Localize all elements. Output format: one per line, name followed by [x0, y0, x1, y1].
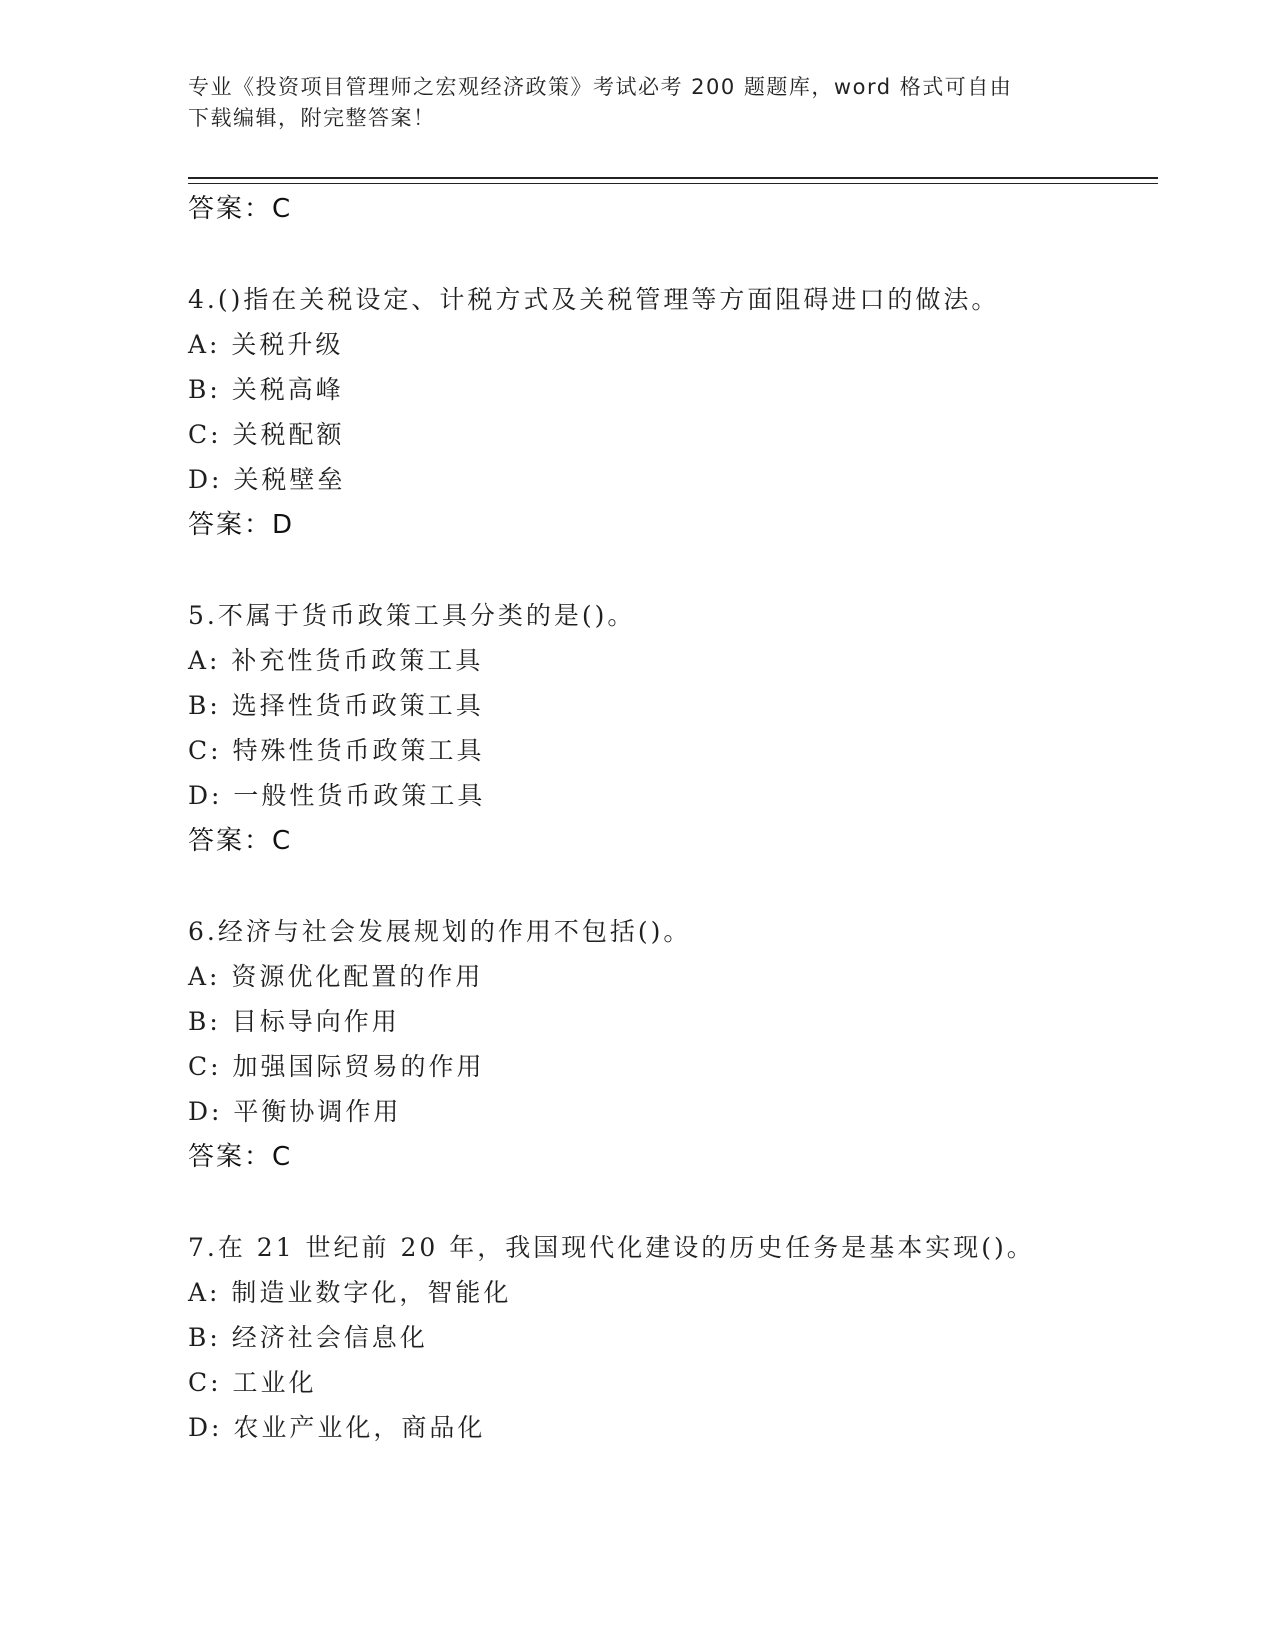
- question-5-option-c: C: 特殊性货币政策工具: [188, 736, 485, 765]
- question-5-stem: 5.不属于货币政策工具分类的是()。: [188, 601, 636, 630]
- header-divider-thin: [188, 183, 1158, 184]
- question-7-option-b: B: 经济社会信息化: [188, 1323, 428, 1352]
- question-6-option-a: A: 资源优化配置的作用: [188, 962, 484, 991]
- question-7-option-d: D: 农业产业化，商品化: [188, 1413, 486, 1442]
- question-5-option-b: B: 选择性货币政策工具: [188, 691, 484, 720]
- question-4-option-a: A: 关税升级: [188, 330, 344, 359]
- question-6-stem: 6.经济与社会发展规划的作用不包括()。: [188, 917, 692, 946]
- question-6-option-c: C: 加强国际贸易的作用: [188, 1052, 485, 1081]
- question-5-answer: 答案：C: [188, 826, 293, 856]
- question-5-option-a: A: 补充性货币政策工具: [188, 646, 484, 675]
- question-4-option-d: D: 关税壁垒: [188, 465, 346, 494]
- question-4-answer: 答案：D: [188, 510, 295, 540]
- question-6-option-d: D: 平衡协调作用: [188, 1097, 402, 1126]
- question-5-option-d: D: 一般性货币政策工具: [188, 781, 486, 810]
- question-7-option-a: A: 制造业数字化，智能化: [188, 1278, 512, 1307]
- header-divider-thick: [188, 177, 1158, 179]
- question-4-stem: 4.()指在关税设定、计税方式及关税管理等方面阻碍进口的做法。: [188, 285, 1000, 314]
- question-7-stem: 7.在 21 世纪前 20 年，我国现代化建设的历史任务是基本实现()。: [188, 1233, 1035, 1262]
- question-7-option-c: C: 工业化: [188, 1368, 317, 1397]
- header-line-2: 下载编辑，附完整答案！: [188, 106, 436, 130]
- question-4-option-b: B: 关税高峰: [188, 375, 344, 404]
- question-6-answer: 答案：C: [188, 1142, 293, 1172]
- question-6-option-b: B: 目标导向作用: [188, 1007, 400, 1036]
- header-line-1: 专业《投资项目管理师之宏观经济政策》考试必考 200 题题库，word 格式可自由: [188, 75, 1013, 99]
- answer-previous: 答案：C: [188, 194, 293, 224]
- document-header: [188, 72, 1068, 134]
- question-4-option-c: C: 关税配额: [188, 420, 345, 449]
